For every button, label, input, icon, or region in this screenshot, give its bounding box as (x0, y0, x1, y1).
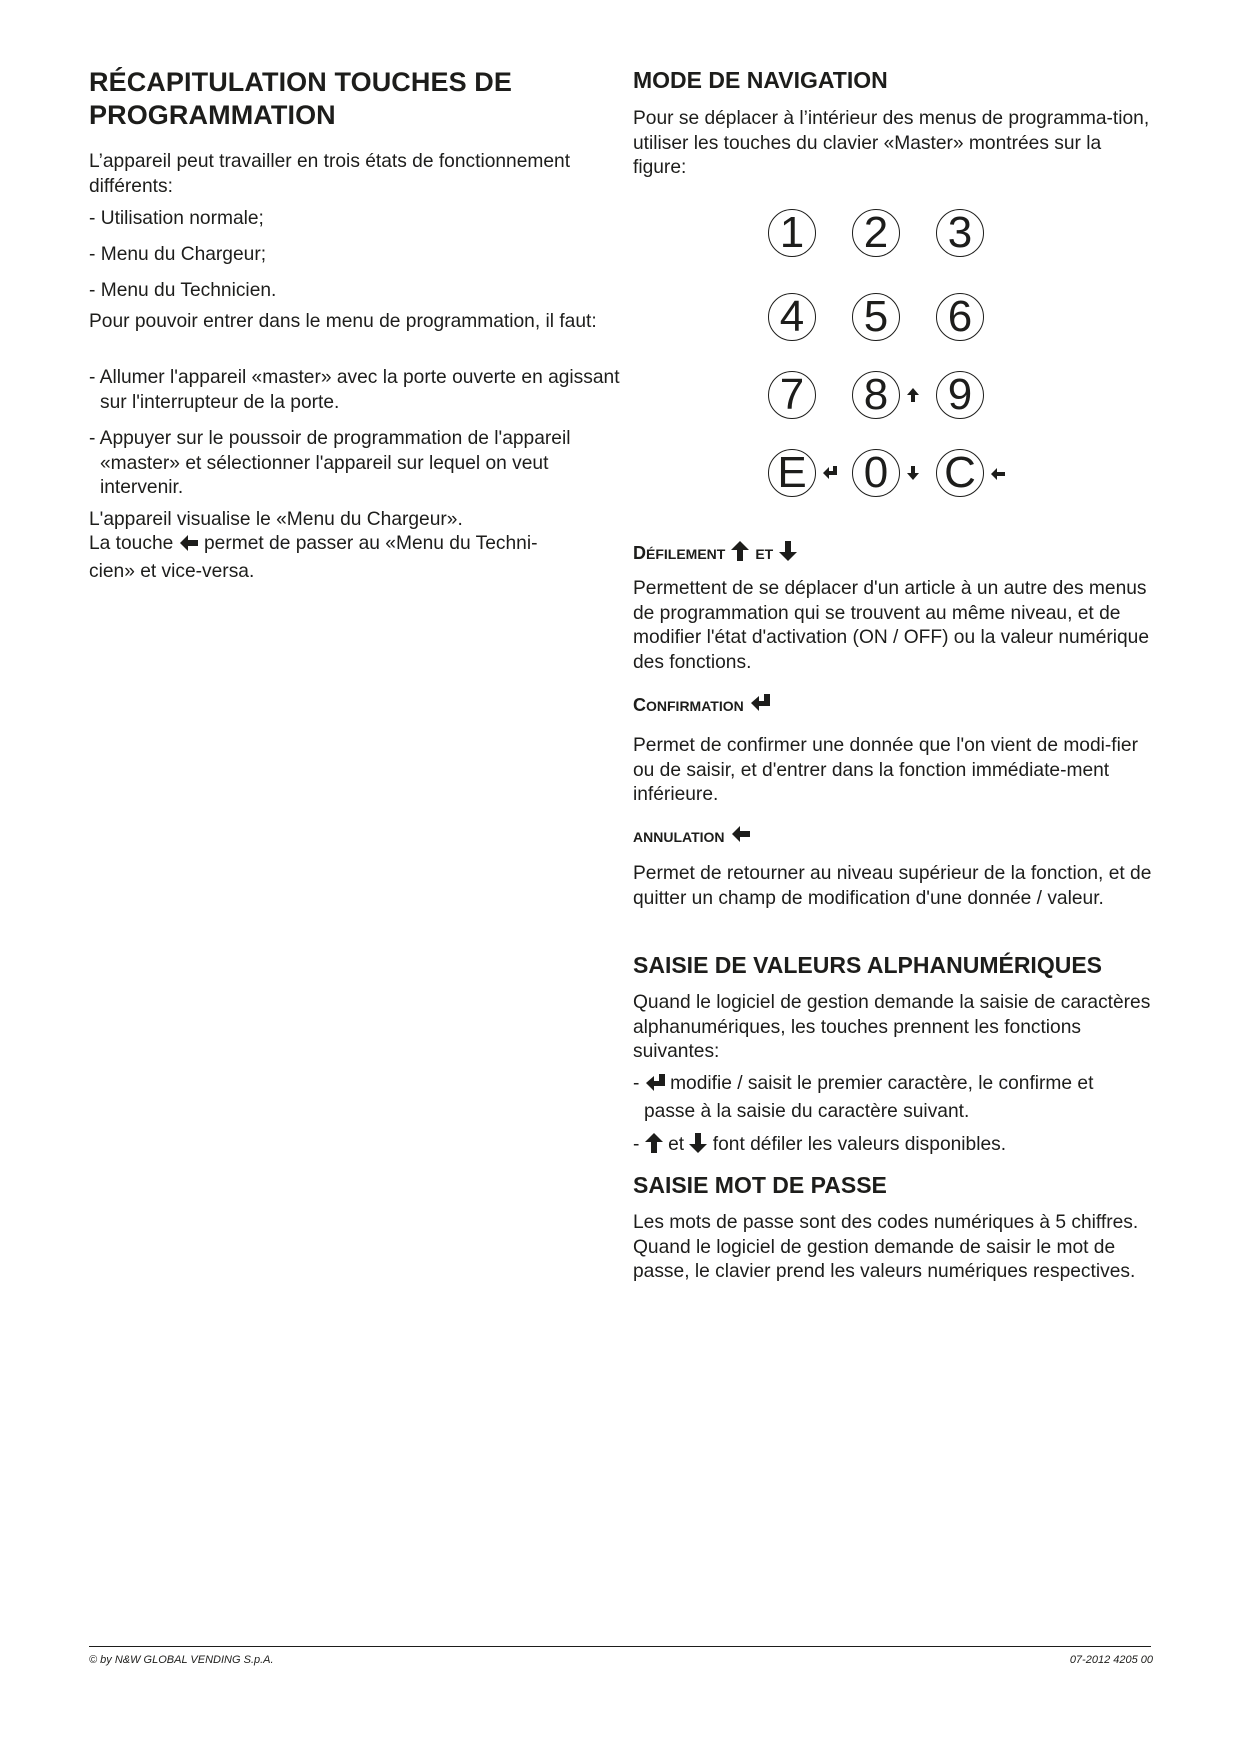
arrow-up-icon (645, 1133, 663, 1161)
key-2: 2 (852, 209, 900, 257)
state-item: - Utilisation normale; (89, 208, 264, 229)
cancel-text: Permet de retourner au niveau supérieur de la fonction, et de quitter un champ de modification d'une donnée / valeur. (633, 863, 1152, 909)
alpha-item: - modifie / saisit le premier caractère, le confirme et passe à la saisie du caractère suivant. (633, 1073, 1094, 1122)
key-e: E (768, 449, 816, 497)
alpha-item: - et font défiler les valeurs disponibles. (633, 1133, 1153, 1161)
arrow-up-icon (907, 388, 919, 407)
confirm-text: Permet de confirmer une donnée que l'on vient de modi-fier ou de saisir, et d'entrer dans la fonction immédiate-ment inférieure. (633, 735, 1138, 805)
intro-paragraph: L’appareil peut travailler en trois états de fonctionnement différents: (89, 151, 571, 197)
alpha-text: Quand le logiciel de gestion demande la saisie de caractères alphanumériques, les touches prennent les fonctions suivantes: (633, 992, 1151, 1062)
enter-icon (750, 694, 770, 717)
enter-intro: Pour pouvoir entrer dans le menu de programmation, il faut: (89, 311, 597, 332)
back-arrow-icon (991, 467, 1005, 485)
page-title (89, 66, 512, 132)
alpha-title: SAISIE DE VALEURS ALPHANUMÉRIQUES (633, 952, 1102, 978)
key-3: 3 (936, 209, 984, 257)
enter-icon (823, 466, 837, 485)
footer-doc-code: 07-2012 4205 00 (1069, 1654, 1153, 1666)
confirm-title: CONFIRMATION (633, 694, 770, 717)
page-title-line1: RÉCAPITULATION TOUCHES DE (89, 67, 513, 97)
arrow-down-icon (779, 541, 797, 566)
nav-text: Pour se déplacer à l’intérieur des menus de programma-tion, utiliser les touches du clavier «Master» montrées sur la figure: (633, 108, 1150, 178)
step-item: - Allumer l'appareil «master» avec la porte ouverte en agissant sur l'interrupteur de la porte. (89, 367, 620, 413)
cancel-title: ANNULATION (633, 825, 751, 848)
key-1: 1 (768, 209, 816, 257)
page-title-line2: PROGRAMMATION (89, 100, 336, 130)
scroll-title: DÉFILEMENT ET (633, 541, 797, 566)
key-8: 8 (852, 371, 900, 419)
arrow-up-icon (731, 541, 749, 566)
key-9: 9 (936, 371, 984, 419)
scroll-text: Permettent de se déplacer d'un article à un autre des menus de programmation qui se trouvent au même niveau, et de modifier l'état d'activation (ON / OFF) ou la valeur numérique des fonctions. (633, 578, 1150, 673)
back-arrow-icon (731, 825, 751, 848)
state-item: - Menu du Chargeur; (89, 244, 267, 265)
back-arrow-icon (179, 534, 199, 560)
arrow-down-icon (907, 466, 919, 485)
footer-divider (89, 1646, 1151, 1647)
step-item: - Appuyer sur le poussoir de programmation de l'appareil «master» et sélectionner l'appareil sur lequel on veut intervenir. (89, 428, 571, 498)
key-text: La touche permet de passer au «Menu du Techni- cien» et vice-versa. (89, 533, 538, 582)
pwd-title: SAISIE MOT DE PASSE (633, 1172, 887, 1198)
state-item: - Menu du Technicien. (89, 280, 277, 301)
key-7: 7 (768, 371, 816, 419)
key-5: 5 (852, 293, 900, 341)
nav-title: MODE DE NAVIGATION (633, 67, 888, 93)
enter-icon (645, 1074, 665, 1100)
footer-copyright: © by N&W GLOBAL VENDING S.p.A. (89, 1654, 274, 1666)
key-c: C (936, 449, 984, 497)
arrow-down-icon (689, 1133, 707, 1161)
key-0: 0 (852, 449, 900, 497)
key-6: 6 (936, 293, 984, 341)
key-4: 4 (768, 293, 816, 341)
display-text: L'appareil visualise le «Menu du Chargeur». (89, 509, 463, 530)
pwd-text: Les mots de passe sont des codes numériques à 5 chiffres. Quand le logiciel de gestion demande de saisir le mot de passe, le clavier prend les valeurs numériques respectives. (633, 1212, 1139, 1282)
